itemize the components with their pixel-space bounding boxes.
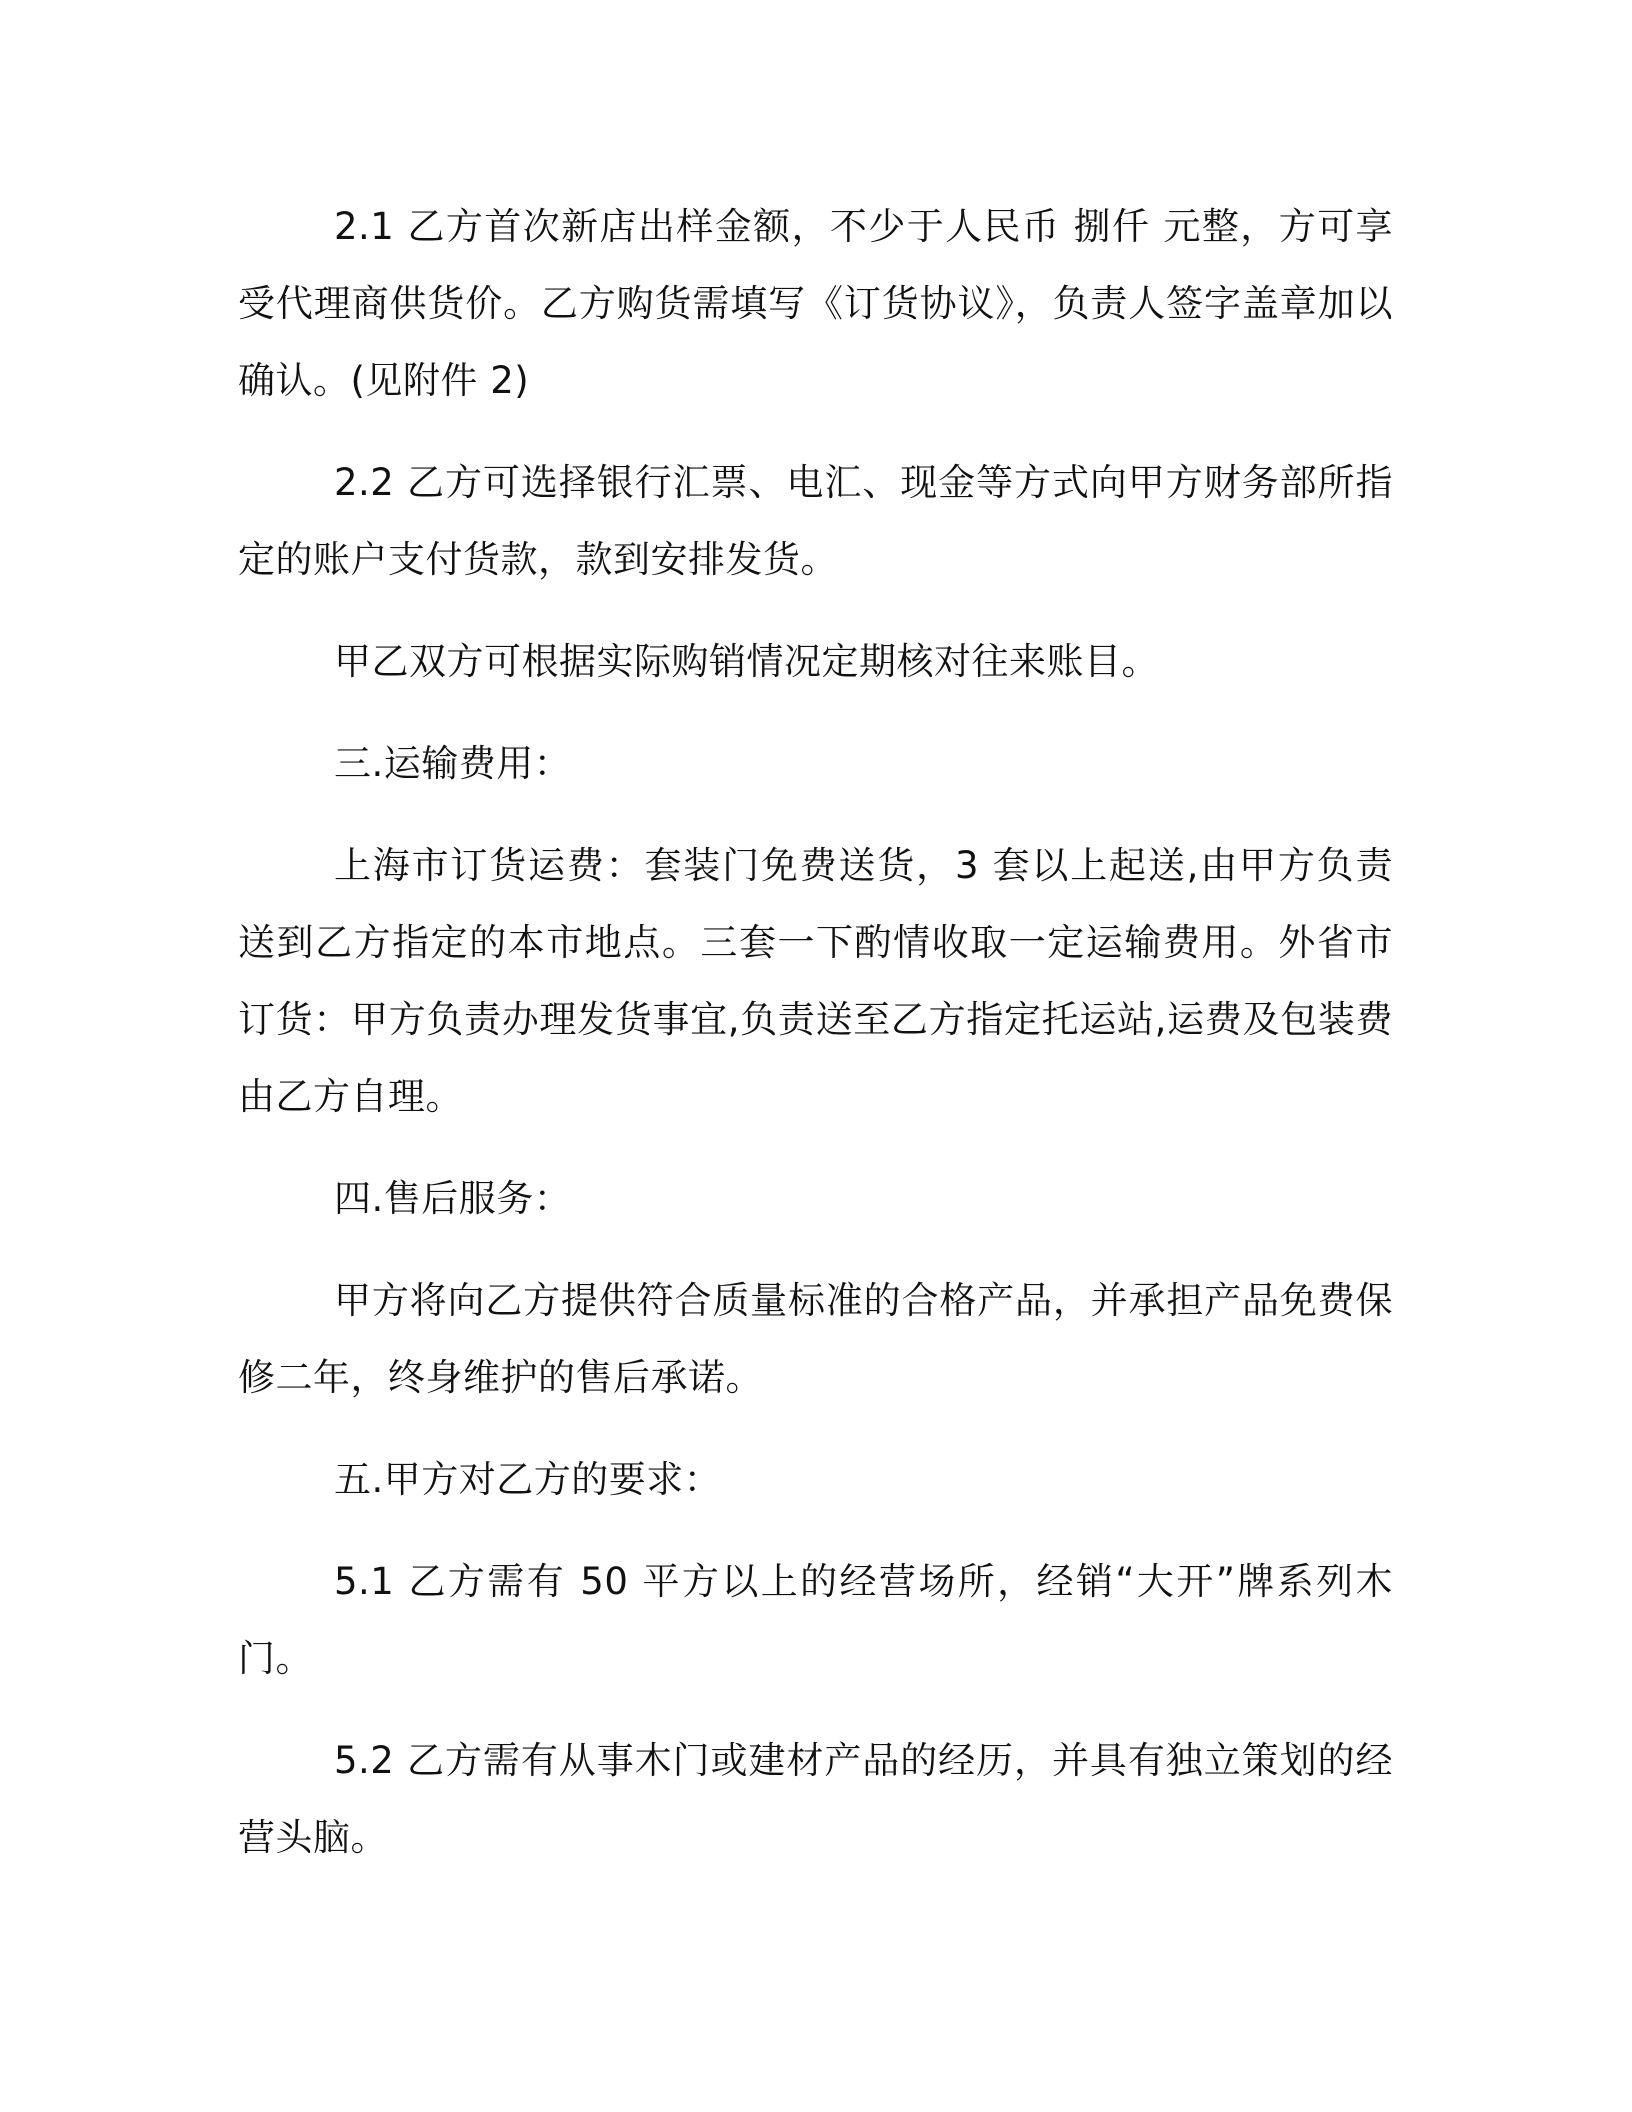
document-body: [238, 188, 1393, 1901]
clause-after-sales: 甲方将向乙方提供符合质量标准的合格产品，并承担产品免费保修二年，终身维护的售后承诺。: [238, 1279, 1393, 1399]
clause-reconcile: 甲乙双方可根据实际购销情况定期核对往来账目。: [334, 640, 1159, 683]
clause-5-2: 5.2 乙方需有从事木门或建材产品的经历，并具有独立策划的经营头脑。: [238, 1739, 1393, 1859]
clause-5-1: 5.1 乙方需有 50 平方以上的经营场所，经销“大开”牌系列木门。: [238, 1560, 1393, 1680]
clause-2-2: 2.2 乙方可选择银行汇票、电汇、现金等方式向甲方财务部所指定的账户支付货款，款到安排发货。: [238, 461, 1393, 581]
section-5-heading: 五.甲方对乙方的要求：: [334, 1458, 722, 1501]
clause-2-1: 2.1 乙方首次新店出样金额，不少于人民币 捌仟 元整，方可享受代理商供货价。乙方购货需填写《订货协议》，负责人签字盖章加以确认。(见附件 2): [238, 205, 1393, 402]
section-4-heading: 四.售后服务：: [334, 1177, 572, 1220]
clause-shipping: 上海市订货运费：套装门免费送货，3 套以上起送,由甲方负责送到乙方指定的本市地点。三套一下酌情收取一定运输费用。外省市订货：甲方负责办理发货事宜,负责送至乙方指定托运站,运费及包装费由乙方自理。: [238, 844, 1393, 1118]
section-3-heading: 三.运输费用：: [334, 742, 572, 785]
